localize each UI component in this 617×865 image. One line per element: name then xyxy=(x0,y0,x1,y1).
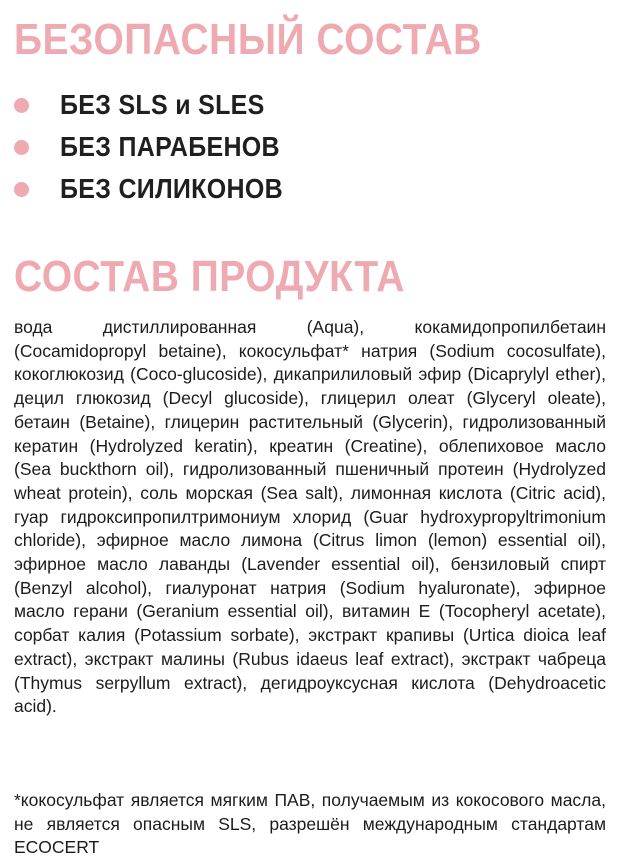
safe-features-list xyxy=(14,84,283,210)
feature-label: БЕЗ ПАРАБЕНОВ xyxy=(60,131,280,162)
feature-label: БЕЗ СИЛИКОНОВ xyxy=(60,173,283,204)
safe-composition-title: БЕЗОПАСНЫЙ СОСТАВ xyxy=(14,15,482,64)
bullet-dot-icon xyxy=(14,140,29,155)
feature-label: БЕЗ SLS и SLES xyxy=(60,89,265,120)
cocosulfate-footnote: *кокосульфат является мягким ПАВ, получаемым из кокосового масла, не является опасным SLS, разрешён международным стандартам ECOCERT xyxy=(14,790,606,858)
feature-item-no-silicones xyxy=(14,168,283,210)
ingredients-paragraph: вода дистиллированная (Aqua), кокамидопропилбетаин (Cocamidopropyl betaine), кокосульфат* натрия (Sodium cocosulfate), кокоглюкозид (Coco-glucoside), дикаприлиловый эфир (Dicaprylyl ether), децил глюкозид (Decyl glucoside), глицерил олеат (Glyceryl oleate), бетаин (Betaine), глицерин растительный (Glycerin), гидролизованный кератин (Hydrolyzed keratin), креатин (Creatine), облепиховое масло (Sea buckthorn oil), гидролизованный пшеничный протеин (Hydrolyzed wheat protein), соль морская (Sea salt), лимонная кислота (Citric acid), гуар гидроксипропилтримониум хлорид (Guar hydroxypropyltrimonium chloride), эфирное масло лимона (Citrus limon (lemon) essential oil), эфирное масло лаванды (Lavender essential oil), бензиловый спирт (Benzyl alcohol), гиалуронат натрия (Sodium hyaluronate), эфирное масло герани (Geranium essential oil), витамин Е (Tocopheryl acetate), сорбат калия (Potassium sorbate), экстракт крапивы (Urtica dioica leaf extract), экстракт малины (Rubus idaeus leaf extract), экстракт чабреца (Thymus serpyllum extract), дегидроуксусная кислота (Dehydroacetic acid). xyxy=(14,317,606,717)
bullet-dot-icon xyxy=(14,182,29,197)
bullet-dot-icon xyxy=(14,98,29,113)
feature-item-no-parabens xyxy=(14,126,283,168)
product-composition-title: СОСТАВ ПРОДУКТА xyxy=(14,252,405,301)
feature-item-no-sls xyxy=(14,84,283,126)
